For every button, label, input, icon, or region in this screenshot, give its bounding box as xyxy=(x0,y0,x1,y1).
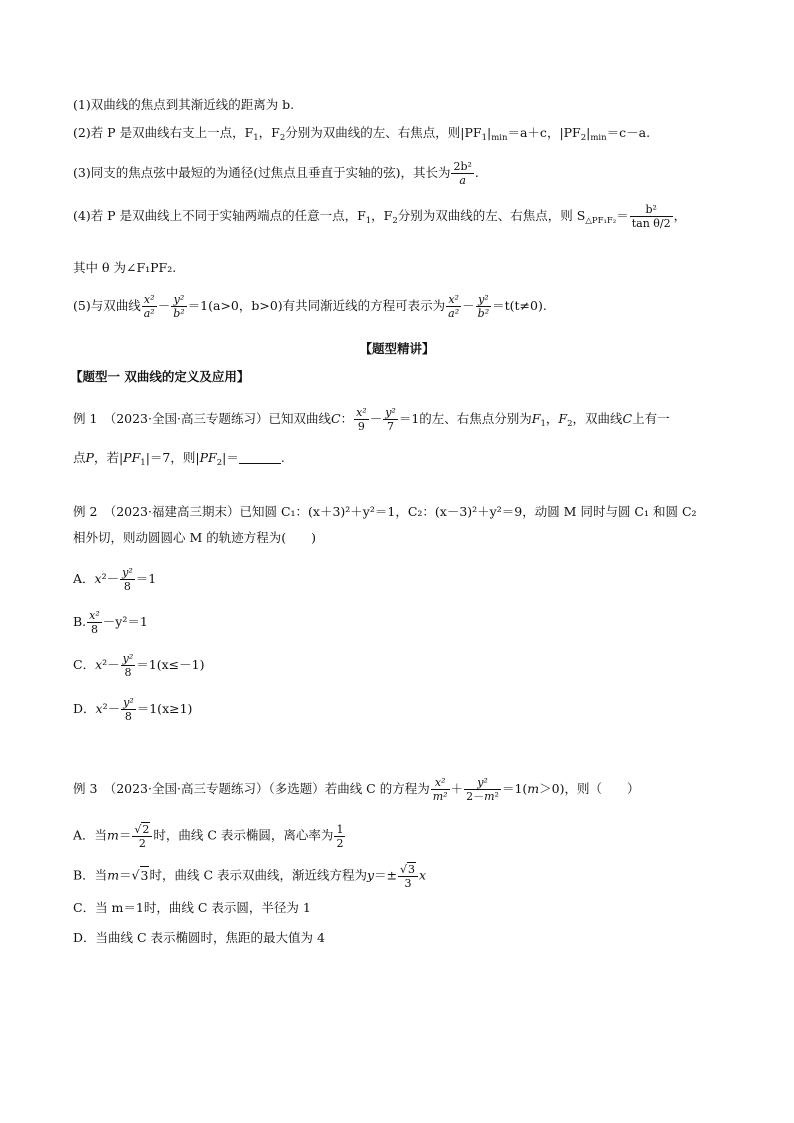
property-3-end: . xyxy=(474,165,479,180)
property-4-part: 分别为双曲线的左、右焦点，则 S xyxy=(397,208,586,223)
example-2-text: 相外切，则动圆圆心 M 的轨迹方程为( ) xyxy=(73,530,317,545)
option-label: B. xyxy=(73,614,87,629)
option-label: D． xyxy=(73,701,96,716)
option-d[interactable]: D．x²－ $\frac{\text{y²}}{8}$ ＝1(x≥1) xyxy=(73,696,193,723)
property-4: (4)若 P 是双曲线上不同于实轴两端点的任意一点，$F_1$，$F_2$分别为双曲线的左、右焦点，则 $S_{\triangle PF_1F_2}=$ $\frac{\text{b²}}{\text{tan θ/2}}$ ， xyxy=(73,203,687,230)
example-1-text: 上有一 xyxy=(632,411,670,426)
property-2-part: 分别为双曲线的左、右焦点，则|PF xyxy=(285,125,482,140)
property-5-part: ＝t(t≠0). xyxy=(492,298,547,313)
option-text: 时，曲线 C 表示双曲线，渐近线方程为 xyxy=(149,867,367,883)
example-3-line1: 例 3 （2023·全国·高三专题练习）（多选题）若曲线 C 的方程为 $\frac{\text{x²}}{\text{m²}}$ ＋ $\frac{\text{y²}}{\text{2－m²}}$ ＝1(m＞0)，则（ ） xyxy=(73,776,640,803)
property-1-text: (1)双曲线的焦点到其渐近线的距离为 b. xyxy=(73,97,295,112)
option-label: A． xyxy=(73,571,95,586)
property-2-part: ＝a＋c，|PF xyxy=(507,125,581,140)
fraction: $\frac{\text{y²}}{8}$ xyxy=(122,566,133,593)
property-5-part: ＝1(a>0，b>0)有共同渐近线的方程可表示为 xyxy=(187,298,446,313)
topic-heading: 【题型一 双曲线的定义及应用】 xyxy=(70,369,250,384)
property-1 xyxy=(73,96,294,114)
option-3d[interactable] xyxy=(73,929,325,947)
example-1-text: （2023·全国·高三专题练习）已知双曲线 xyxy=(109,411,331,426)
property-2: (2)若 P 是双曲线右支上一点，$F_1$，$F_2$分别为双曲线的左、右焦点，则$|PF_1|_{min}=a+c$，$|PF_2|_{min}=c-a$. xyxy=(73,125,651,143)
example-label: 例 1 xyxy=(73,411,98,426)
triangle-subscript: △PF₁F₂ xyxy=(585,216,617,226)
area-fraction xyxy=(630,203,673,230)
example-2-line2 xyxy=(73,529,316,547)
option-text: ＝1(x≤－1) xyxy=(136,657,205,672)
example-2-text: （2023·福建高三期末）已知圆 C₁：(x＋3)²＋y²＝1，C₂：(x－3)²＋y²＝9，动圆 M 同时与圆 C₁ 和圆 C₂ xyxy=(109,504,697,519)
property-4-line2 xyxy=(73,259,176,277)
property-2-part: ＝c－a. xyxy=(606,125,651,140)
option-3b[interactable]: B．当m＝√3时，曲线 C 表示双曲线，渐近线方程为y＝± $\frac{√3}{3}$ x xyxy=(73,863,427,890)
option-text: －y²＝1 xyxy=(102,614,148,629)
answer-blank[interactable] xyxy=(239,451,281,464)
example-label: 例 2 xyxy=(73,504,98,519)
option-label: C． xyxy=(73,657,96,672)
property-5: (5)与双曲线 $\frac{\text{x²}}{\text{a²}}$ － $\frac{\text{y²}}{\text{b²}}$ ＝1(a>0，b>0)有共同渐近线的方程可表示为 $\frac{\text{x²}}{\text{a²}}$ － $\frac{\text{y²}}{\text{b²}}$ ＝t(t≠0). xyxy=(73,293,547,320)
fraction: $\frac{\text{x²}}{\text{m²}}$ xyxy=(432,776,448,803)
option-text: D．当曲线 C 表示椭圆时，焦距的最大值为 4 xyxy=(73,930,325,945)
property-5-part: (5)与双曲线 xyxy=(73,298,141,313)
example-1-line2: 点P，若$|PF_1|=7$，则$|PF_2|=$ . xyxy=(73,450,285,468)
fraction: $\frac{\text{x²}}{\text{a²}}$ xyxy=(448,293,460,320)
fraction: $\frac{\text{x²}}{8}$ xyxy=(89,609,100,636)
fraction-numerator: 2b² xyxy=(453,160,472,173)
option-3c[interactable] xyxy=(73,899,311,917)
property-3-text: (3)同支的焦点弦中最短的为通径(过焦点且垂直于实轴的弦)，其长为 xyxy=(73,165,451,180)
fraction: $\frac{\text{y²}}{8}$ xyxy=(123,696,134,723)
option-text: B．当 xyxy=(73,867,108,883)
fraction-denominator: tan θ/2 xyxy=(631,217,671,230)
section-title: 【题型精讲】 xyxy=(359,341,435,356)
option-text: A．当 xyxy=(73,827,108,843)
property-4-part: ，F xyxy=(371,208,393,223)
property-2-part: ，F xyxy=(258,125,280,140)
fraction: $\frac{\text{y²}}{\text{b²}}$ xyxy=(173,293,185,320)
fraction: $\frac{\text{x²}}{\text{a²}}$ xyxy=(143,293,155,320)
option-text: 时，曲线 C 表示椭圆，离心率为 xyxy=(153,827,334,843)
latus-rectum-fraction xyxy=(451,160,473,187)
option-a[interactable]: A．x²－ $\frac{\text{y²}}{8}$ ＝1 xyxy=(73,566,157,593)
option-text: C．当 m＝1时，曲线 C 表示圆，半径为 1 xyxy=(73,900,311,915)
property-4-end: ， xyxy=(673,208,687,223)
fraction: $\frac{\text{y²}}{7}$ xyxy=(385,406,396,433)
fraction: $\frac{\text{y²}}{\text{2－m²}}$ xyxy=(466,776,499,803)
option-b[interactable] xyxy=(73,609,148,636)
property-2-part: | xyxy=(487,125,492,140)
example-2-line1 xyxy=(73,503,697,521)
property-3 xyxy=(73,160,479,187)
option-c[interactable]: C．x²－ $\frac{\text{y²}}{8}$ ＝1(x≤－1) xyxy=(73,652,205,679)
example-3-text: ，则（ ） xyxy=(564,781,640,796)
min-subscript: min xyxy=(491,133,508,143)
fraction-denominator: a xyxy=(459,174,466,187)
example-1-text: 点 xyxy=(73,450,86,465)
option-text: ＝1 xyxy=(135,571,157,586)
equals-sign: ＝ xyxy=(616,208,629,223)
example-1-text: ，则 xyxy=(170,450,196,465)
property-2-part: (2)若 P 是双曲线右支上一点，F xyxy=(73,125,254,140)
fraction: $\frac{1}{2}$ xyxy=(336,822,344,850)
example-1-text: ＝ xyxy=(226,450,239,465)
fraction: $\frac{\text{y²}}{\text{b²}}$ xyxy=(477,293,490,320)
example-1-line1: 例 1 （2023·全国·高三专题练习）已知双曲线C： $\frac{\text{x²}}{9}$ － $\frac{\text{y²}}{7}$ ＝1的左、右焦点分别为$F_1$，$F_2$，双曲线C上有一 xyxy=(73,406,670,433)
option-text: ＝1(x≥1) xyxy=(136,701,193,716)
example-1-text: ，若 xyxy=(93,450,119,465)
fraction: $\frac{√3}{3}$ xyxy=(398,862,418,890)
fraction: $\frac{√2}{2}$ xyxy=(132,822,152,850)
example-1-text: ，双曲线 xyxy=(572,411,623,426)
example-1-text: 的左、右焦点分别为 xyxy=(419,411,532,426)
option-3a[interactable]: A．当m＝ $\frac{√2}{2}$ 时，曲线 C 表示椭圆，离心率为 $\frac{1}{2}$ xyxy=(73,822,344,850)
fraction: $\frac{\text{y²}}{8}$ xyxy=(122,652,134,679)
example-3-text: （2023·全国·高三专题练习）（多选题）若曲线 C 的方程为 xyxy=(109,781,430,796)
property-4-line2-text: 其中 θ 为∠F₁PF₂. xyxy=(73,260,177,275)
fraction-numerator: b² xyxy=(630,203,673,217)
property-4-part: (4)若 P 是双曲线上不同于实轴两端点的任意一点，F xyxy=(73,208,366,223)
fraction: $\frac{\text{x²}}{9}$ xyxy=(356,406,367,433)
property-2-part: | xyxy=(586,125,591,140)
example-label: 例 3 xyxy=(73,781,98,796)
